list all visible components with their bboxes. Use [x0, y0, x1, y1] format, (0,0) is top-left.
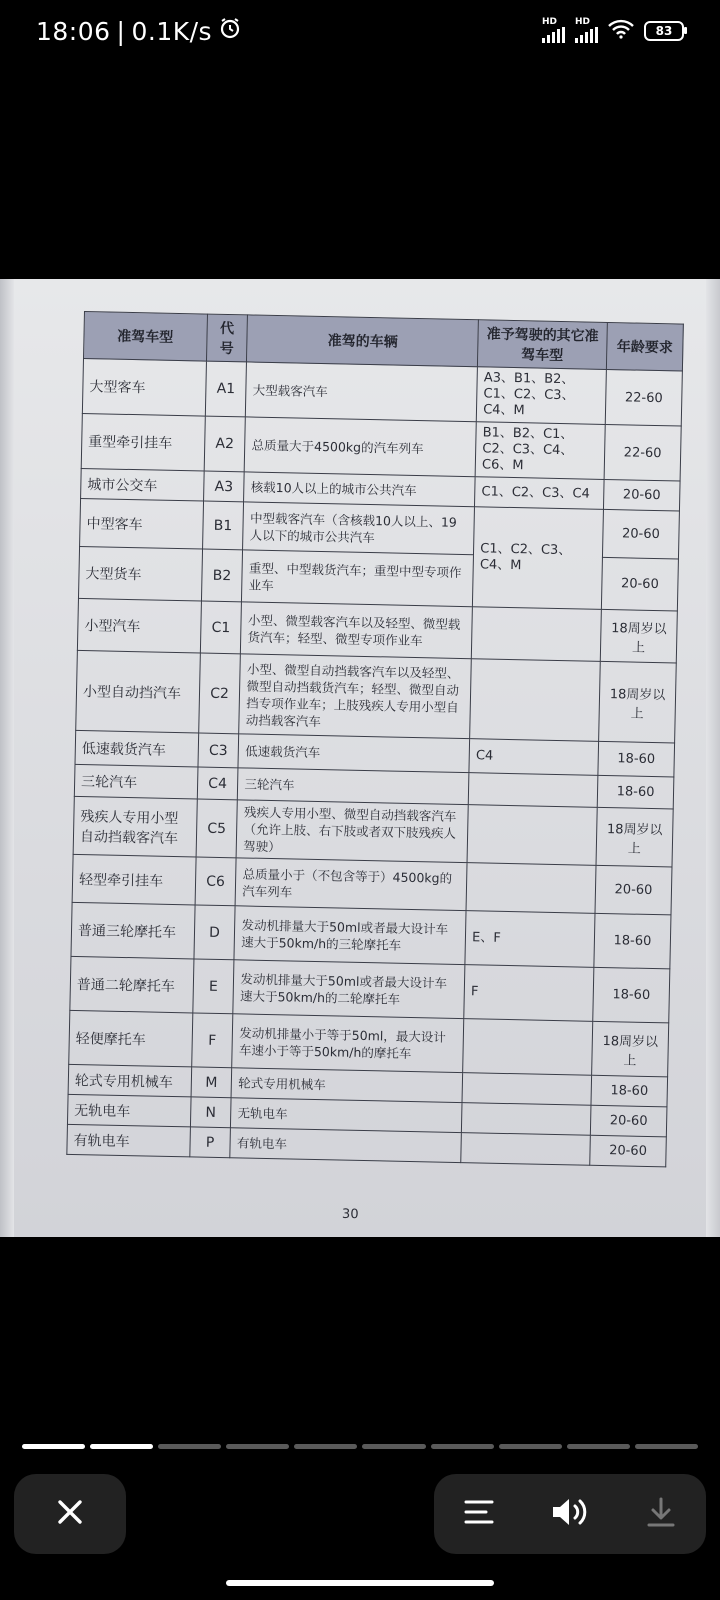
cell-other	[466, 863, 596, 914]
cell-type: 轻便摩托车	[69, 1010, 193, 1067]
cell-vehicles: 中型载客汽车（含核载10人以上、19人以下的城市公共汽车	[243, 502, 475, 555]
document-photo	[0, 279, 720, 1237]
cell-type: 低速载货汽车	[75, 730, 198, 767]
separator: |	[116, 16, 126, 46]
menu-icon	[464, 1499, 494, 1529]
sim2-signal-icon: HD	[575, 18, 598, 43]
clock: 18:06	[36, 16, 111, 46]
cell-code: C6	[195, 857, 237, 906]
close-icon	[55, 1497, 85, 1531]
cell-vehicles: 总质量大于4500kg的汽车列车	[245, 417, 477, 477]
status-bar	[0, 0, 720, 66]
page-number: 30	[341, 1206, 359, 1223]
progress-segment	[294, 1444, 357, 1449]
cell-code: B1	[202, 501, 244, 550]
speaker-icon	[550, 1495, 590, 1533]
cell-other	[471, 607, 601, 662]
cell-age: 20-60	[603, 479, 680, 511]
cell-code: C1	[200, 601, 242, 654]
cell-other	[467, 805, 597, 866]
menu-button[interactable]	[449, 1484, 509, 1544]
table-row	[76, 650, 677, 743]
cell-type: 中型客车	[80, 498, 204, 549]
home-indicator[interactable]	[226, 1580, 494, 1586]
cell-vehicles: 总质量小于（不包含等于）4500kg的汽车列车	[235, 858, 467, 911]
cell-type: 小型自动挡汽车	[76, 650, 200, 733]
cell-age: 18-60	[598, 741, 675, 777]
cell-vehicles: 发动机排量大于50ml或者最大设计车速大于50km/h的三轮摩托车	[234, 906, 466, 965]
cell-age: 18-60	[597, 775, 674, 809]
cell-vehicles: 低速载货汽车	[238, 734, 469, 773]
cell-vehicles: 发动机排量大于50ml或者最大设计车速大于50km/h的二轮摩托车	[233, 960, 465, 1019]
status-left	[36, 16, 242, 46]
license-class-table	[66, 311, 684, 1167]
cell-code: A3	[203, 471, 244, 502]
cell-other	[462, 1073, 591, 1106]
cell-other: C4	[469, 739, 599, 776]
download-button[interactable]	[631, 1484, 691, 1544]
cell-type: 轻型牵引挂车	[72, 854, 196, 905]
cell-code: C5	[196, 799, 238, 858]
cell-type: 无轨电车	[67, 1094, 190, 1127]
cell-code: E	[192, 959, 234, 1014]
cell-vehicles: 三轮汽车	[238, 768, 469, 805]
progress-segment	[90, 1444, 153, 1449]
page-edge-right	[706, 279, 720, 1237]
cell-age: 18周岁以上	[600, 609, 677, 663]
cell-vehicles: 轮式专用机械车	[231, 1068, 462, 1103]
progress-segment	[635, 1444, 698, 1449]
status-right	[542, 18, 684, 43]
cell-other: A3、B1、B2、C1、C2、C3、C4、M	[476, 367, 606, 425]
cell-other	[463, 1019, 593, 1076]
header-license-type: 准驾车型	[84, 312, 208, 362]
cell-age: 20-60	[595, 865, 672, 915]
cell-type: 普通三轮摩托车	[71, 902, 195, 959]
cell-code: C2	[198, 653, 240, 734]
cell-other	[468, 773, 598, 808]
cell-vehicles: 有轨电车	[230, 1128, 461, 1163]
cell-age: 18周岁以上	[596, 807, 673, 867]
battery-icon: 83	[644, 21, 684, 41]
header-age: 年龄要求	[606, 322, 683, 371]
cell-vehicles: 大型载客汽车	[246, 362, 478, 422]
cell-age: 18-60	[593, 967, 670, 1023]
cell-other: B1、B2、C1、C2、C3、C4、C6、M	[475, 422, 605, 480]
cell-age: 20-60	[601, 557, 678, 611]
action-toolbar	[434, 1474, 706, 1554]
cell-age: 18-60	[594, 913, 671, 969]
cell-other: C1、C2、C3、C4	[475, 477, 604, 510]
cell-code: B2	[201, 549, 243, 602]
cell-age: 18-60	[591, 1075, 668, 1107]
cell-code: A2	[204, 416, 246, 472]
cell-age: 20-60	[590, 1135, 667, 1167]
cell-vehicles: 小型、微型自动挡载客汽车以及轻型、微型自动挡载货汽车；轻型、微型自动挡专项作业车；上肢残疾人专用小型自动挡载客汽车	[239, 654, 471, 739]
cell-other	[470, 659, 601, 742]
progress-segment	[499, 1444, 562, 1449]
download-icon	[646, 1496, 676, 1532]
header-code: 代号	[206, 314, 248, 362]
progress-segment	[22, 1444, 85, 1449]
cell-vehicles: 无轨电车	[231, 1098, 462, 1133]
header-vehicles: 准驾的车辆	[247, 315, 479, 367]
cell-type: 三轮汽车	[74, 764, 197, 799]
cell-type: 大型客车	[82, 359, 206, 417]
cell-type: 重型牵引挂车	[81, 413, 205, 471]
cell-age: 22-60	[604, 424, 681, 481]
cell-age: 20-60	[602, 509, 679, 559]
cell-age: 18周岁以上	[592, 1021, 669, 1077]
cell-age: 22-60	[605, 369, 682, 426]
cell-code: N	[190, 1097, 231, 1128]
alarm-icon	[218, 16, 242, 46]
cell-code: A1	[205, 361, 247, 417]
cell-vehicles: 重型、中型载货汽车；重型中型专项作业车	[242, 550, 474, 607]
cell-other: C1、C2、C3、C4、M	[473, 507, 604, 610]
cell-type: 残疾人专用小型自动挡载客汽车	[73, 796, 197, 857]
cell-type: 小型汽车	[77, 598, 201, 653]
cell-type: 大型货车	[78, 546, 202, 601]
cell-code: M	[191, 1067, 232, 1098]
cell-vehicles: 核载10人以上的城市公共汽车	[244, 472, 475, 507]
sim1-signal-icon: HD	[542, 18, 565, 43]
cell-type: 轮式专用机械车	[68, 1064, 191, 1097]
cell-other: E、F	[465, 911, 595, 968]
cell-age: 18周岁以上	[599, 661, 677, 743]
cell-code: C3	[198, 733, 239, 768]
cell-other	[462, 1103, 591, 1136]
cell-vehicles: 残疾人专用小型、微型自动挡载客汽车（允许上肢、右下肢或者双下肢残疾人驾驶）	[236, 800, 468, 863]
cell-vehicles: 发动机排量小于等于50ml，最大设计车速小于等于50km/h的摩托车	[232, 1014, 464, 1073]
sound-button[interactable]	[540, 1484, 600, 1544]
header-other-types: 准予驾驶的其它准驾车型	[478, 320, 608, 370]
progress-segment	[567, 1444, 630, 1449]
cell-age: 20-60	[590, 1105, 667, 1137]
wifi-icon	[608, 19, 634, 42]
cell-type: 普通二轮摩托车	[70, 956, 194, 1013]
page-edge-left	[0, 279, 14, 1237]
progress-segment	[226, 1444, 289, 1449]
cell-code: F	[191, 1013, 233, 1068]
cell-type: 有轨电车	[67, 1124, 190, 1157]
network-speed: 0.1K/s	[131, 16, 213, 46]
story-progress-bar	[22, 1444, 698, 1449]
progress-segment	[158, 1444, 221, 1449]
cell-type: 城市公交车	[81, 468, 204, 501]
cell-other	[461, 1133, 590, 1166]
progress-segment	[431, 1444, 494, 1449]
close-button[interactable]	[14, 1474, 126, 1554]
cell-code: D	[194, 905, 236, 960]
cell-other: F	[464, 965, 594, 1022]
cell-code: P	[189, 1127, 230, 1158]
cell-code: C4	[197, 767, 238, 800]
progress-segment	[362, 1444, 425, 1449]
cell-vehicles: 小型、微型载客汽车以及轻型、微型载货汽车；轻型、微型专项作业车	[241, 602, 473, 659]
